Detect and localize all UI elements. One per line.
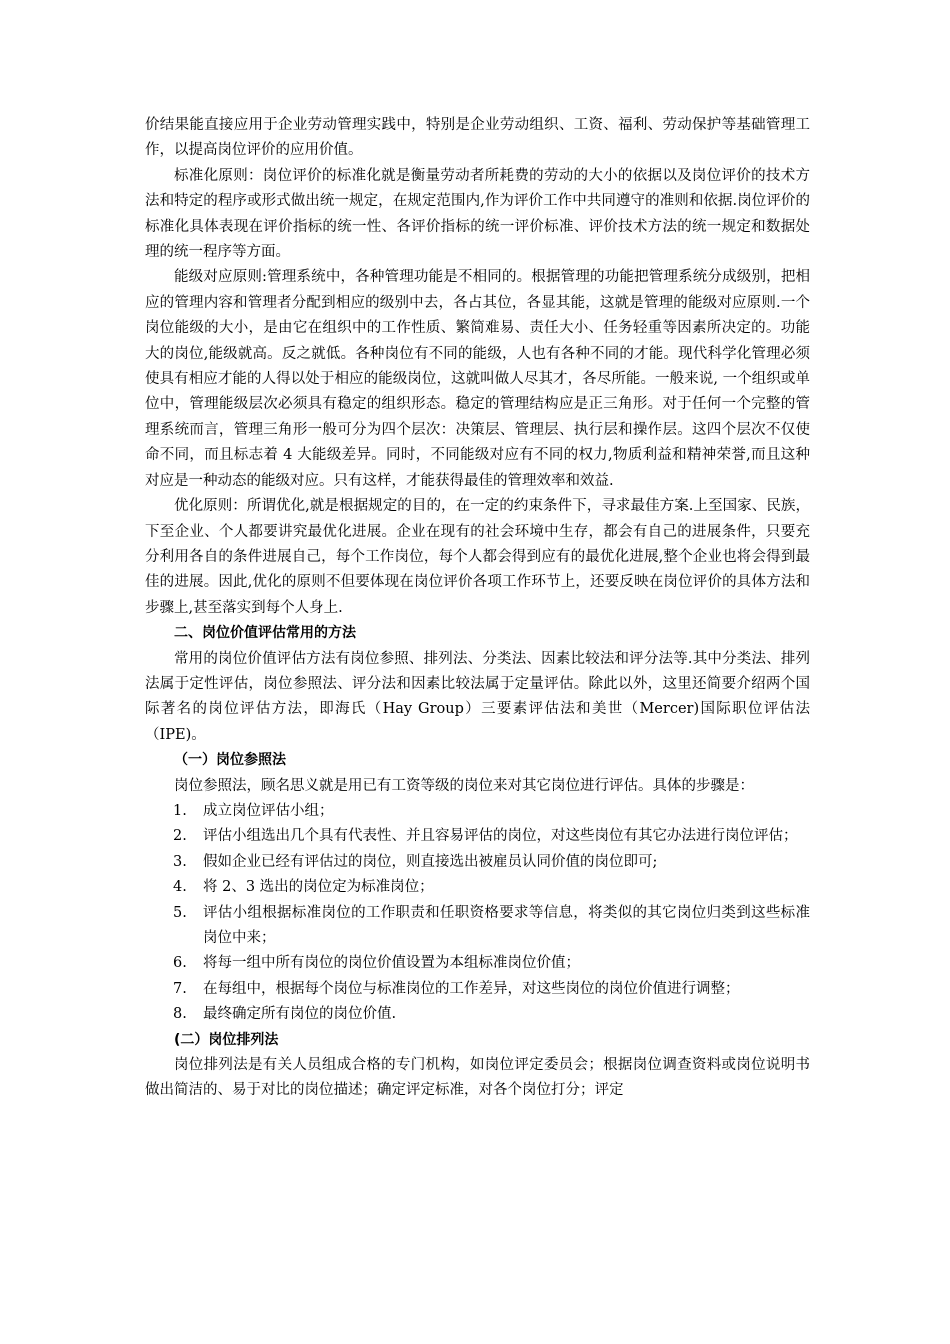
paragraph-continuation: 价结果能直接应用于企业劳动管理实践中，特别是企业劳动组织、工资、福利、劳动保护等基础管理工作，以提高岗位评价的应用价值。 — [145, 117, 810, 159]
list-text: 在每组中，根据每个岗位与标准岗位的工作差异，对这些岗位的岗位价值进行调整； — [203, 980, 740, 997]
paragraph-reference-method: 岗位参照法，顾名思义就是用已有工资等级的岗位来对其它岗位进行评估。具体的步骤是： — [174, 777, 754, 794]
list-number: 8. — [173, 1006, 187, 1023]
list-item — [145, 1002, 810, 1027]
list-number: 2. — [173, 828, 187, 845]
subsection-heading-reference: （一）岗位参照法 — [174, 752, 286, 769]
list-item — [145, 951, 810, 976]
list-number: 3. — [173, 853, 187, 870]
list-number: 5. — [173, 904, 187, 921]
list-item — [145, 799, 810, 824]
list-text: 评估小组根据标准岗位的工作职责和任职资格要求等信息，将类似的其它岗位归类到这些标准岗位中来； — [203, 904, 810, 946]
list-text: 评估小组选出几个具有代表性、并且容易评估的岗位，对这些岗位有其它办法进行岗位评估； — [203, 828, 798, 845]
paragraph-standardization-principle: 标准化原则：岗位评价的标准化就是衡量劳动者所耗费的劳动的大小的依据以及岗位评价的技术方法和特定的程序或形式做出统一规定，在规定范围内,作为评价工作中共同遵守的准则和依据.岗位评价的标准化具体表现在评价指标的统一性、各评价指标的统一评价标准、评价技术方法的统一规定和数据处理的统一程序等方面。 — [145, 167, 810, 261]
paragraph-ranking-method: 岗位排列法是有关人员组成合格的专门机构，如岗位评定委员会；根据岗位调查资料或岗位说明书做出简洁的、易于对比的岗位描述；确定评定标准，对各个岗位打分；评定 — [145, 1057, 810, 1099]
list-text: 成立岗位评估小组； — [203, 802, 334, 819]
list-text: 最终确定所有岗位的岗位价值. — [203, 1006, 397, 1023]
list-number: 7. — [173, 980, 187, 997]
steps-list — [145, 799, 810, 1028]
section-heading-methods: 二、岗位价值评估常用的方法 — [174, 625, 356, 642]
list-item — [145, 977, 810, 1002]
list-item — [145, 875, 810, 900]
list-item — [145, 901, 810, 952]
paragraph-energy-level-principle: 能级对应原则:管理系统中，各种管理功能是不相同的。根据管理的功能把管理系统分成级别，把相应的管理内容和管理者分配到相应的级别中去，各占其位，各显其能，这就是管理的能级对应原则.一个岗位能级的大小，是由它在组织中的工作性质、繁简难易、责任大小、任务轻重等因素所决定的。功能大的岗位,能级就高。反之就低。各种岗位有不同的能级，人也有各种不同的才能。现代科学化管理必须使具有相应才能的人得以处于相应的能级岗位，这就叫做人尽其才，各尽所能。一般来说, 一个组织或单位中，管理能级层次必须具有稳定的组织形态。稳定的管理结构应是正三角形。对于任何一个完整的管理系统而言，管理三角形一般可分为四个层次：决策层、管理层、执行层和操作层。这四个层次不仅使命不同，而且标志着 4 大能级差异。同时，不同能级对应有不同的权力,物质利益和精神荣誉,而且这种对应是一种动态的能级对应。只有这样，才能获得最佳的管理效率和效益. — [145, 269, 810, 489]
list-text: 假如企业已经有评估过的岗位，则直接选出被雇员认同价值的岗位即可; — [203, 853, 658, 870]
list-text: 将每一组中所有岗位的岗位价值设置为本组标准岗位价值； — [203, 955, 580, 972]
list-number: 4. — [173, 879, 187, 896]
list-number: 6. — [173, 955, 187, 972]
list-item — [145, 850, 810, 875]
list-number: 1. — [173, 802, 187, 819]
subsection-heading-ranking: (二）岗位排列法 — [174, 1031, 279, 1048]
list-item — [145, 824, 810, 849]
document-page — [145, 113, 810, 1104]
paragraph-optimization-principle: 优化原则：所谓优化,就是根据规定的目的，在一定的约束条件下，寻求最佳方案.上至国家、民族，下至企业、个人都要讲究最优化进展。企业在现有的社会环境中生存，都会有自己的进展条件，只要充分利用各自的条件进展自己，每个工作岗位，每个人都会得到应有的最优化进展,整个企业也将会得到最佳的进展。因此,优化的原则不但要体现在岗位评价各项工作环节上，还要反映在岗位评价的具体方法和步骤上,甚至落实到每个人身上. — [145, 498, 810, 616]
paragraph-methods-overview: 常用的岗位价值评估方法有岗位参照、排列法、分类法、因素比较法和评分法等.其中分类法、排列法属于定性评估，岗位参照法、评分法和因素比较法属于定量评估。除此以外，这里还简要介绍两个国际著名的岗位评估方法，即海氏（Hay Group）三要素评估法和美世（Mercer)国际职位评估法（IPE)。 — [145, 650, 810, 743]
list-text: 将 2、3 选出的岗位定为标准岗位； — [203, 879, 434, 896]
